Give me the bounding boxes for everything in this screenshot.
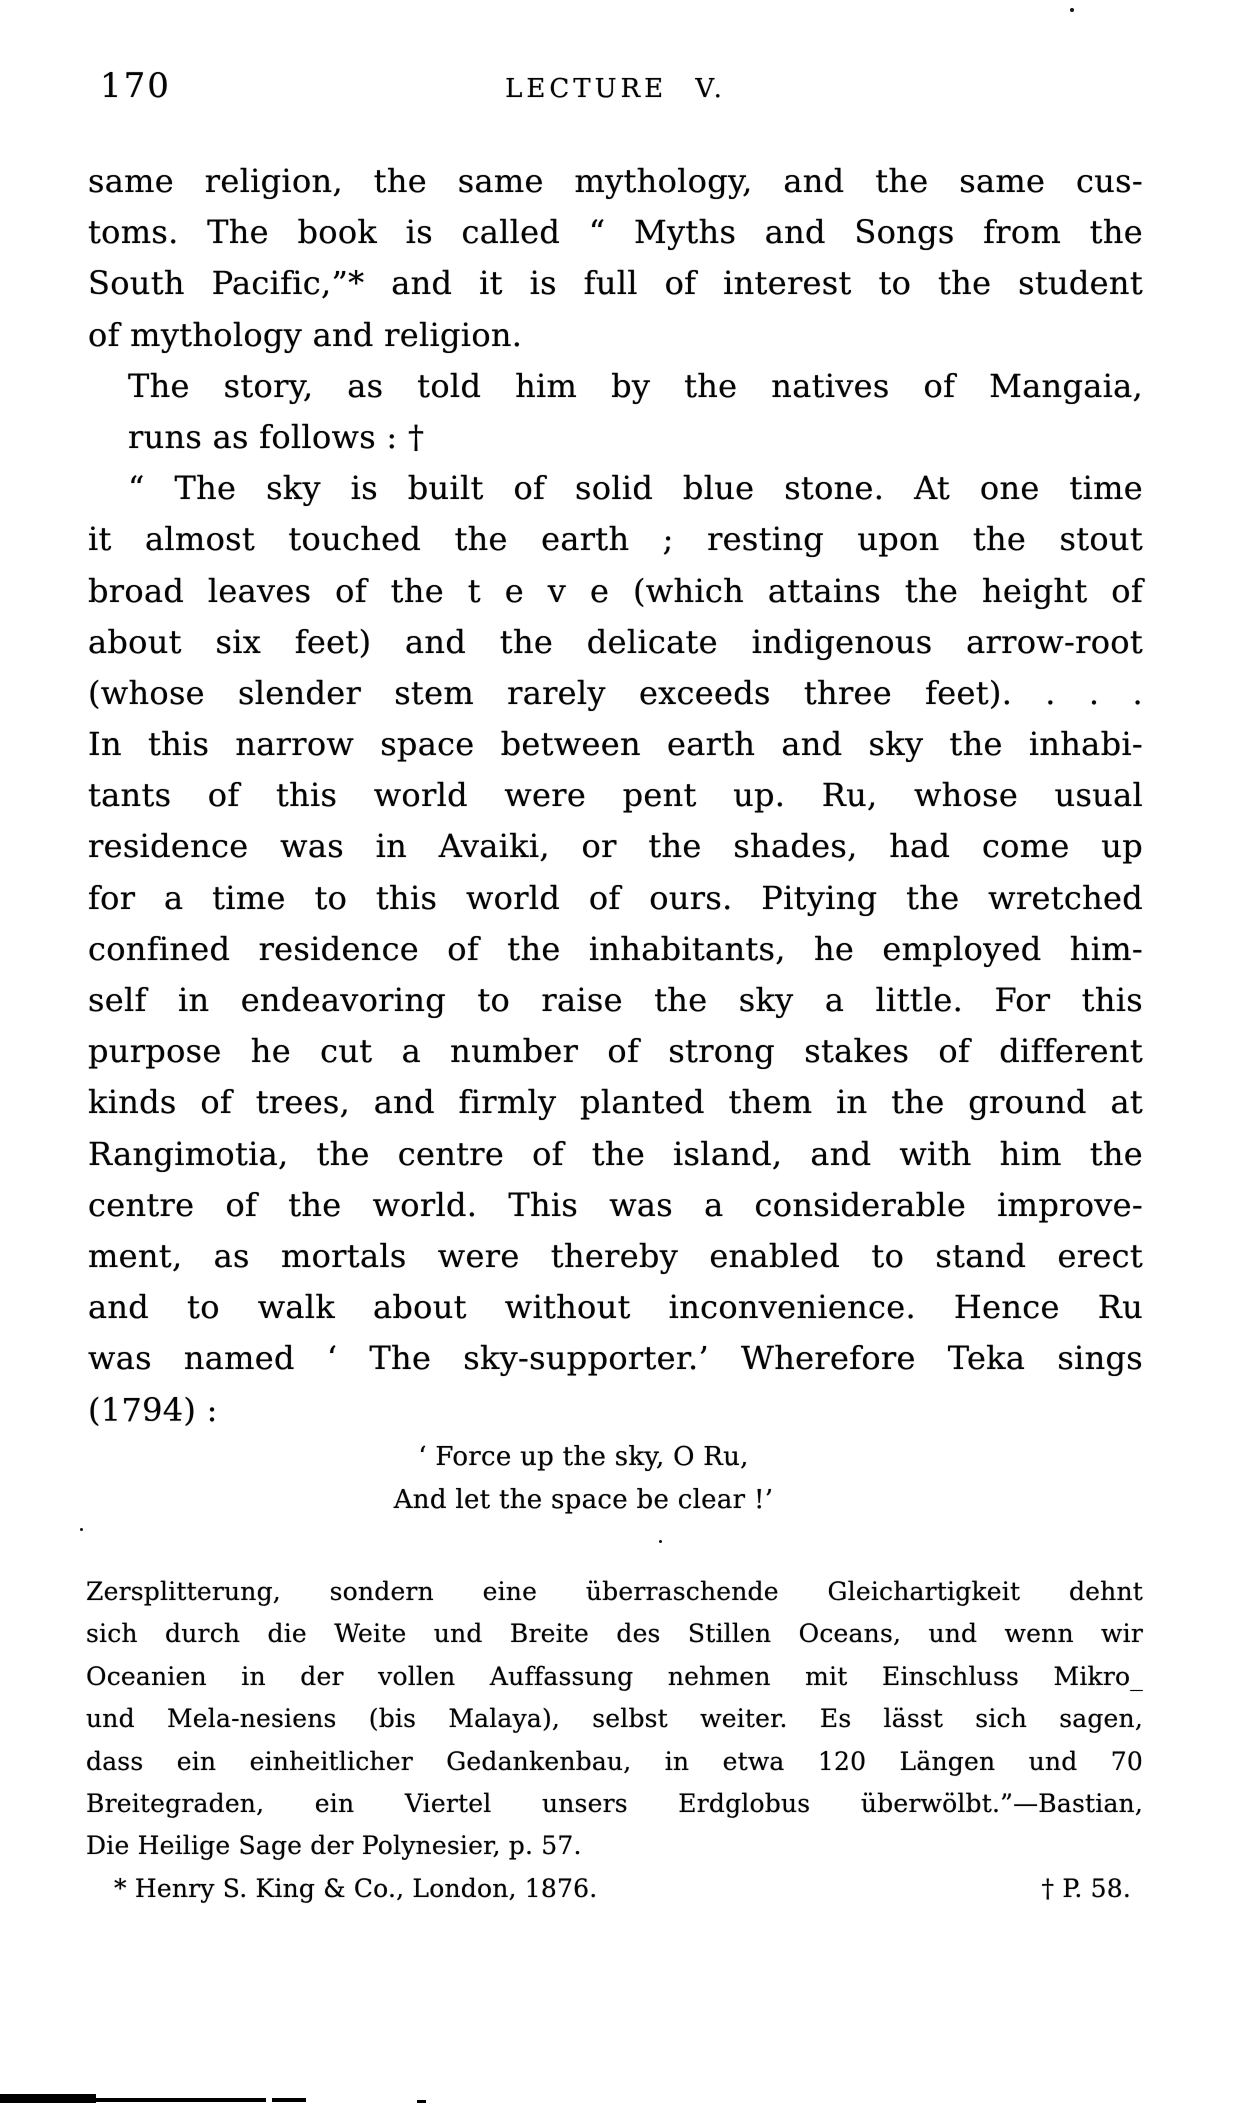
text-line: of mythology and religion. (88, 315, 523, 354)
scan-speck (659, 1540, 662, 1543)
text-line: kinds of trees, and firmly planted them in the ground at (88, 1083, 1143, 1122)
footnote-line: Die Heilige Sage der Polynesier, p. 57. (86, 1831, 582, 1861)
text-line: same religion, the same mythology, and the same cus- (88, 162, 1143, 200)
text-line: runs as follows : † (128, 417, 425, 456)
footnote-block (86, 1571, 1143, 1910)
body-text (88, 156, 1143, 1436)
text-line: confined residence of the inhabitants, he employed him- (88, 929, 1143, 968)
running-header: LECTURE V. (505, 74, 726, 104)
footnote-last-row (86, 1868, 1143, 1910)
text-line: and to walk about without inconvenience. Hence Ru (88, 1288, 1143, 1327)
footnote-line: sich durch die Weite und Breite des Stillen Oceans, und wenn wir (86, 1619, 1143, 1649)
text-line: toms. The book is called “ Myths and Songs from the (88, 213, 1143, 252)
footnote-line: dass ein einheitlicher Gedankenbau, in etwa 120 Längen und 70 (86, 1746, 1143, 1776)
text-line: “ The sky is built of solid blue stone. At one time (128, 469, 1143, 508)
text-line: In this narrow space between earth and sky the inhabi- (88, 725, 1143, 764)
verse-quote (56, 1436, 1111, 1522)
text-line: centre of the world. This was a considerable improve- (88, 1185, 1143, 1224)
page-number: 170 (100, 66, 171, 106)
text-line: self in endeavoring to raise the sky a little. For this (88, 981, 1143, 1019)
footnote-line: Oceanien in der vollen Auffassung nehmen mit Einschluss Mikro_ (86, 1661, 1143, 1691)
scan-artifact-bar (417, 2100, 426, 2103)
scan-artifact-bar (0, 2098, 266, 2102)
verse-line: And let the space be clear !’ (393, 1485, 774, 1515)
text-line: residence was in Avaiki, or the shades, had come up (88, 827, 1143, 866)
text-line: ment, as mortals were thereby enabled to stand erect (88, 1236, 1143, 1275)
verse-line: ‘ Force up the sky, O Ru, (418, 1442, 749, 1472)
text-line: tants of this world were pent up. Ru, whose usual (88, 776, 1143, 815)
text-line: The story, as told him by the natives of Mangaia, (128, 366, 1143, 405)
text-line: it almost touched the earth ; resting upon the stout (88, 520, 1143, 559)
text-line: (1794) : (88, 1390, 218, 1429)
text-line: South Pacific,”* and it is full of interest to the student (88, 264, 1143, 303)
text-line: for a time to this world of ours. Pitying the wretched (88, 878, 1143, 917)
footnote-line: und Mela-nesiens (bis Malaya), selbst weiter. Es lässt sich sagen, (86, 1704, 1143, 1734)
text-line: broad leaves of the t e v e (which attains the height of (88, 571, 1143, 610)
text-line: about six feet) and the delicate indigenous arrow-root (88, 622, 1143, 661)
footnote-page-ref: † P. 58. (1041, 1873, 1131, 1903)
text-line: purpose he cut a number of strong stakes of different (88, 1032, 1143, 1071)
scan-speck (1070, 8, 1074, 12)
text-line: was named ‘ The sky-supporter.’ Wherefore Teka sings (88, 1339, 1143, 1378)
footnote-line: Breitegraden, ein Viertel unsers Erdglobus überwölbt.”—Bastian, (86, 1788, 1143, 1818)
text-line: Rangimotia, the centre of the island, and with him the (88, 1134, 1143, 1173)
footnote-line: Zersplitterung, sondern eine überraschende Gleichartigkeit dehnt (86, 1577, 1143, 1606)
text-line: (whose slender stem rarely exceeds three feet). . . . (88, 673, 1143, 712)
scan-artifact-bar (272, 2098, 306, 2102)
scan-speck (80, 1528, 83, 1531)
footnote-publisher: * Henry S. King & Co., London, 1876. (114, 1873, 598, 1903)
